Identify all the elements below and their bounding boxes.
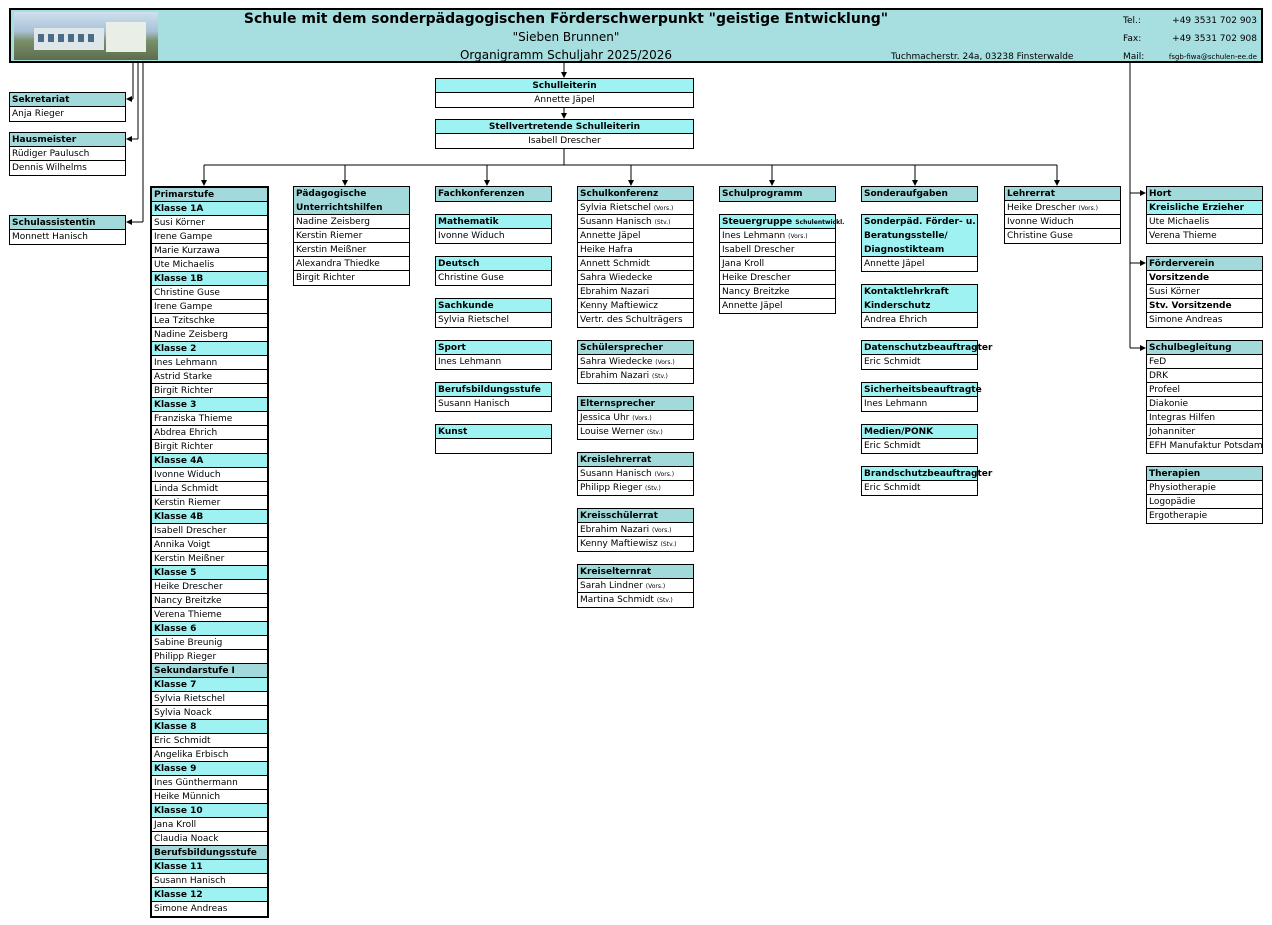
- teacher-name: Claudia Noack: [152, 832, 267, 846]
- class-label: Klasse 10: [152, 804, 267, 818]
- therapie-item: Logopädie: [1147, 495, 1262, 509]
- foerderstelle-title: Diagnostikteam: [862, 243, 977, 257]
- sonder-title: Brandschutzbeauftragter: [864, 469, 993, 479]
- group-member: [578, 593, 693, 607]
- teacher-name: Simone Andreas: [154, 904, 228, 914]
- schulbegleitung-item: FeD: [1147, 355, 1262, 369]
- schulbegleitung-item: EFH Manufaktur Potsdam: [1149, 441, 1263, 451]
- group-title: Schülersprecher: [578, 341, 693, 355]
- teacher-name: Philipp Rieger: [152, 650, 267, 664]
- sonder-group-1-box: [861, 382, 982, 412]
- mail-label: Mail:: [1123, 52, 1145, 62]
- school-subtitle: "Sieben Brunnen": [512, 30, 620, 44]
- primarstufe-box: [150, 186, 269, 918]
- fach-title: Sachkunde: [436, 299, 551, 313]
- steuergruppe-member: [720, 271, 835, 285]
- schulbegleitung-item: Integras Hilfen: [1147, 411, 1262, 425]
- sonder-group-3-box: [861, 466, 993, 496]
- schulkonferenz-member: [578, 229, 693, 243]
- stellv-schulleiterin-box: [435, 119, 694, 149]
- schulprogramm-title: Schulprogramm: [720, 187, 835, 201]
- class-label: Klasse 9: [152, 762, 267, 776]
- sonder-name: Eric Schmidt: [864, 483, 921, 493]
- skonf-group-3-box: [577, 508, 694, 552]
- teacher-name: Sabine Breunig: [152, 636, 267, 650]
- member-name: Sahra Wiedecke: [580, 357, 653, 367]
- tel-label: Tel.:: [1123, 16, 1141, 26]
- skonf-group-4-box: [577, 564, 694, 608]
- primarstufe-title: Primarstufe: [152, 188, 267, 202]
- steuergruppe-member: [720, 299, 835, 313]
- fach-0-box: [435, 214, 552, 244]
- paed-name: Kerstin Riemer: [294, 229, 409, 243]
- sonder-title: Medien/PONK: [862, 425, 977, 439]
- member-name: Nancy Breitzke: [722, 287, 790, 297]
- group-member: [578, 481, 693, 495]
- schulprogramm-box: [719, 186, 836, 202]
- teacher-name: Kerstin Meißner: [152, 552, 267, 566]
- schulbegleitung-item: Profeel: [1147, 383, 1262, 397]
- paed-name: Birgit Richter: [296, 273, 355, 283]
- schulleiterin-box: [435, 78, 694, 108]
- sekretariat-box: [9, 92, 126, 122]
- fach-name: Sylvia Rietschel: [438, 315, 509, 325]
- member-role: (Stv.): [660, 541, 677, 548]
- schulassistentin-name: Monnett Hanisch: [12, 232, 88, 242]
- member-role: (Stv.): [656, 597, 673, 604]
- teacher-name: Angelika Erbisch: [152, 748, 267, 762]
- fax-value: +49 3531 702 908: [1172, 34, 1257, 44]
- member-role: (Vors.): [645, 583, 666, 590]
- member-name: Kenny Maftiewisz: [580, 539, 658, 549]
- schulkonferenz-title: Schulkonferenz: [578, 187, 693, 201]
- fach-4-box: [435, 382, 552, 412]
- fach-name: Ivonne Widuch: [438, 231, 505, 241]
- member-name: Susi Körner: [1147, 285, 1262, 299]
- class-label: Klasse 12: [152, 888, 267, 902]
- member-role: (Stv.): [654, 219, 671, 226]
- fach-title: Sport: [436, 341, 551, 355]
- member-role: (Stv.): [645, 485, 661, 492]
- foerderstelle-name: Annette Jäpel: [864, 259, 925, 269]
- schulkonferenz-member: [578, 215, 693, 229]
- fach-2-box: [435, 298, 552, 328]
- teacher-name: Birgit Richter: [152, 440, 267, 454]
- schulbegleitung-item: Johanniter: [1147, 425, 1262, 439]
- steuergruppe-member: [720, 229, 835, 243]
- foerderverein-box: [1146, 256, 1263, 328]
- hort-name: Verena Thieme: [1149, 231, 1217, 241]
- teacher-name: Verena Thieme: [152, 608, 267, 622]
- schulbegleitung-title: Schulbegleitung: [1147, 341, 1262, 355]
- class-label: Klasse 2: [152, 342, 267, 356]
- member-name: Annette Jäpel: [722, 301, 783, 311]
- skonf-group-0-box: [577, 340, 694, 384]
- member-name: Ebrahim Nazari: [580, 287, 650, 297]
- member-name: Heike Drescher: [1007, 203, 1076, 213]
- member-role: (Stv.): [652, 373, 668, 380]
- teacher-name: Eric Schmidt: [152, 734, 267, 748]
- sonder-group-2-box: [861, 424, 978, 454]
- member-role: (Vors.): [654, 471, 675, 478]
- member-name: Ivonne Widuch: [1007, 217, 1074, 227]
- schulkonferenz-member: [578, 257, 693, 271]
- member-name: Martina Schmidt: [580, 595, 654, 605]
- teacher-name: Heike Münnich: [152, 790, 267, 804]
- teacher-name: Sylvia Noack: [152, 706, 267, 720]
- member-role: (Vors.): [1078, 205, 1099, 212]
- member-name: Ebrahim Nazari: [580, 525, 650, 535]
- teacher-name: Ines Lehmann: [152, 356, 267, 370]
- sonder-name: Eric Schmidt: [864, 357, 921, 367]
- teacher-name: Ivonne Widuch: [152, 468, 267, 482]
- member-name: Heike Hafra: [580, 245, 633, 255]
- sonder-name: Ines Lehmann: [864, 399, 928, 409]
- sonderaufgaben-box: [861, 186, 978, 202]
- teacher-name: Nancy Breitzke: [152, 594, 267, 608]
- sonder-group-0-box: [861, 340, 993, 370]
- teacher-name: Jana Kroll: [152, 818, 267, 832]
- steuergruppe-title: Steuergruppe Schulentwickl.: [722, 217, 845, 227]
- teacher-name: Linda Schmidt: [152, 482, 267, 496]
- hausmeister-title: Hausmeister: [10, 133, 125, 147]
- class-label: Klasse 6: [152, 622, 267, 636]
- hort-title: Hort: [1147, 187, 1262, 201]
- teacher-name: Annika Voigt: [152, 538, 267, 552]
- member-name: Sahra Wiedecke: [580, 273, 653, 283]
- therapien-title: Therapien: [1147, 467, 1262, 481]
- fach-name: [436, 439, 551, 453]
- skonf-group-2-box: [577, 452, 694, 496]
- lehrerrat-member: [1005, 229, 1120, 243]
- teacher-name: Irene Gampe: [152, 230, 267, 244]
- paed-title: Unterrichtshilfen: [294, 201, 409, 215]
- teacher-name: Susi Körner: [152, 216, 267, 230]
- lehrerrat-title: Lehrerrat: [1005, 187, 1120, 201]
- member-name: Jana Kroll: [722, 259, 765, 269]
- teacher-name: Susann Hanisch: [152, 874, 267, 888]
- schulkonferenz-member: [578, 271, 693, 285]
- member-name: Philipp Rieger: [580, 483, 643, 493]
- schulleiterin-title: Schulleiterin: [436, 79, 693, 93]
- teacher-name: Isabell Drescher: [152, 524, 267, 538]
- kinderschutz-name: Andrea Ehrich: [864, 315, 928, 325]
- group-title: Kreisschülerrat: [578, 509, 693, 523]
- teacher-name: Nadine Zeisberg: [152, 328, 267, 342]
- schulassistentin-title: Schulassistentin: [10, 216, 125, 230]
- skonf-group-1-box: [577, 396, 694, 440]
- address: Tuchmacherstr. 24a, 03238 Finsterwalde: [891, 52, 1074, 62]
- paed-name: Kerstin Meißner: [294, 243, 409, 257]
- sonderaufgaben-title: Sonderaufgaben: [862, 187, 977, 201]
- therapien-box: [1146, 466, 1263, 524]
- schulbegleitung-item: Diakonie: [1147, 397, 1262, 411]
- sonder-title: Sicherheitsbeauftragte: [864, 385, 982, 395]
- schulkonferenz-member: [578, 313, 693, 327]
- member-name: Louise Werner: [580, 427, 645, 437]
- fachkonferenzen-box: [435, 186, 552, 202]
- member-name: Christine Guse: [1007, 231, 1073, 241]
- fach-title: Mathematik: [436, 215, 551, 229]
- foerderverein-title: Förderverein: [1147, 257, 1262, 271]
- group-title: Kreiselternrat: [578, 565, 693, 579]
- member-role: (Vors.): [788, 233, 808, 240]
- group-title: Kreislehrerrat: [578, 453, 693, 467]
- member-name: Annette Jäpel: [580, 231, 641, 241]
- tel-value: +49 3531 702 903: [1172, 16, 1257, 26]
- hausmeister-name: Rüdiger Paulusch: [10, 147, 125, 161]
- schulbegleitung-box: [1146, 340, 1263, 454]
- fach-title: Berufsbildungsstufe: [436, 383, 551, 397]
- teacher-name: Heike Drescher: [152, 580, 267, 594]
- hort-box: [1146, 186, 1263, 244]
- school-title: Schule mit dem sonderpädagogischen Förderschwerpunkt "geistige Entwicklung": [243, 11, 889, 27]
- paed-name: Alexandra Thiedke: [294, 257, 409, 271]
- member-name: Annett Schmidt: [580, 259, 650, 269]
- hort-name: Ute Michaelis: [1147, 215, 1262, 229]
- group-member: [578, 537, 693, 551]
- group-member: [578, 369, 693, 383]
- member-role: (Vors.): [655, 359, 675, 366]
- group-title: Elternsprecher: [578, 397, 693, 411]
- paed-title: Pädagogische: [294, 187, 409, 201]
- group-member: [578, 579, 693, 593]
- fach-name: Christine Guse: [438, 273, 504, 283]
- hort-subtitle: Kreisliche Erzieher: [1147, 201, 1262, 215]
- teacher-name: Lea Tzitschke: [152, 314, 267, 328]
- member-name: Sarah Lindner: [580, 581, 643, 591]
- stellv-name: Isabell Drescher: [528, 136, 601, 146]
- member-name: Simone Andreas: [1149, 315, 1223, 325]
- member-role: (Stv.): [646, 429, 663, 436]
- schulleiterin-name: Annette Jäpel: [534, 95, 595, 105]
- foerderstelle-box: [861, 214, 978, 272]
- steuergruppe-box: [719, 214, 845, 314]
- group-member: [578, 355, 693, 369]
- teacher-name: Franziska Thieme: [152, 412, 267, 426]
- class-label: Klasse 4B: [152, 510, 267, 524]
- teacher-name: Sylvia Rietschel: [152, 692, 267, 706]
- class-label: Klasse 5: [152, 566, 267, 580]
- lehrerrat-member: [1005, 215, 1120, 229]
- sonder-title: Datenschutzbeauftragter: [864, 343, 993, 353]
- schulkonferenz-member: [578, 299, 693, 313]
- member-name: Susann Hanisch: [580, 217, 652, 227]
- foerderstelle-title: Sonderpäd. Förder- u.: [864, 217, 976, 227]
- fach-title: Kunst: [436, 425, 551, 439]
- member-name: Kenny Maftiewicz: [580, 301, 658, 311]
- fach-3-box: [435, 340, 552, 370]
- schulbegleitung-item: DRK: [1147, 369, 1262, 383]
- stellv-title: Stellvertretende Schulleiterin: [436, 120, 693, 134]
- class-label: Klasse 1B: [152, 272, 267, 286]
- steuergruppe-member: [720, 285, 835, 299]
- class-label: Klasse 1A: [152, 202, 267, 216]
- role-label: Stv. Vorsitzende: [1147, 299, 1262, 313]
- member-name: Jessica Uhr: [580, 413, 630, 423]
- member-name: Isabell Drescher: [722, 245, 795, 255]
- class-label: Klasse 4A: [152, 454, 267, 468]
- schulkonferenz-member: [578, 243, 693, 257]
- member-role: (Vors.): [653, 205, 674, 212]
- steuergruppe-member: [720, 257, 835, 271]
- teacher-name: Irene Gampe: [152, 300, 267, 314]
- schulkonferenz-member: [578, 285, 693, 299]
- group-member: [578, 467, 693, 481]
- fach-name: Susann Hanisch: [438, 399, 510, 409]
- member-name: Heike Drescher: [722, 273, 791, 283]
- member-name: Sylvia Rietschel: [580, 203, 651, 213]
- member-name: Ebrahim Nazari: [580, 371, 650, 381]
- paed-unterrichtshilfen-box: [293, 186, 410, 286]
- school-year: Organigramm Schuljahr 2025/2026: [459, 48, 673, 62]
- steuergruppe-member: [720, 243, 835, 257]
- teacher-name: Birgit Richter: [152, 384, 267, 398]
- role-label: Vorsitzende: [1147, 271, 1262, 285]
- class-label: Klasse 7: [152, 678, 267, 692]
- member-role: (Vors.): [652, 527, 672, 534]
- group-member: [578, 425, 693, 439]
- foerderstelle-title: Beratungsstelle/: [862, 229, 977, 243]
- sekretariat-title: Sekretariat: [10, 93, 125, 107]
- paed-name: Nadine Zeisberg: [294, 215, 409, 229]
- group-member: [578, 411, 693, 425]
- schulassistentin-box: [9, 215, 126, 245]
- kinderschutz-title: Kontaktlehrkraft: [862, 285, 977, 299]
- member-role: (Vors.): [632, 415, 652, 422]
- lehrerrat-box: [1004, 186, 1121, 244]
- fach-1-box: [435, 256, 552, 286]
- schulkonferenz-box: [577, 186, 694, 328]
- teacher-name: Marie Kurzawa: [152, 244, 267, 258]
- teacher-name: Abdrea Ehrich: [152, 426, 267, 440]
- teacher-name: Ines Günthermann: [152, 776, 267, 790]
- kinderschutz-title: Kinderschutz: [862, 299, 977, 313]
- therapie-item: Physiotherapie: [1147, 481, 1262, 495]
- therapie-item: Ergotherapie: [1149, 511, 1208, 521]
- fach-title: Deutsch: [436, 257, 551, 271]
- lehrerrat-member: [1005, 201, 1120, 215]
- hausmeister-box: [9, 132, 126, 176]
- teacher-name: Ute Michaelis: [152, 258, 267, 272]
- member-name: Vertr. des Schulträgers: [580, 315, 683, 325]
- hausmeister-name: Dennis Wilhelms: [12, 163, 87, 173]
- fach-name: Ines Lehmann: [438, 357, 502, 367]
- schulkonferenz-member: [578, 201, 693, 215]
- stufe-label: Sekundarstufe I: [152, 664, 267, 678]
- sonder-name: Eric Schmidt: [864, 441, 921, 451]
- member-name: Susann Hanisch: [580, 469, 652, 479]
- kinderschutz-box: [861, 284, 978, 328]
- fax-label: Fax:: [1123, 34, 1142, 44]
- class-label: Klasse 11: [152, 860, 267, 874]
- group-member: [578, 523, 693, 537]
- teacher-name: Christine Guse: [152, 286, 267, 300]
- teacher-name: Astrid Starke: [152, 370, 267, 384]
- fachkonferenzen-title: Fachkonferenzen: [436, 187, 551, 201]
- member-name: Ines Lehmann: [722, 231, 786, 241]
- mail-value: fsgb-fiwa@schulen-ee.de: [1168, 53, 1257, 61]
- teacher-name: Kerstin Riemer: [152, 496, 267, 510]
- class-label: Klasse 3: [152, 398, 267, 412]
- stufe-label: Berufsbildungsstufe: [152, 846, 267, 860]
- fach-5-box: [435, 424, 552, 454]
- class-label: Klasse 8: [152, 720, 267, 734]
- sekretariat-name: Anja Rieger: [12, 109, 64, 119]
